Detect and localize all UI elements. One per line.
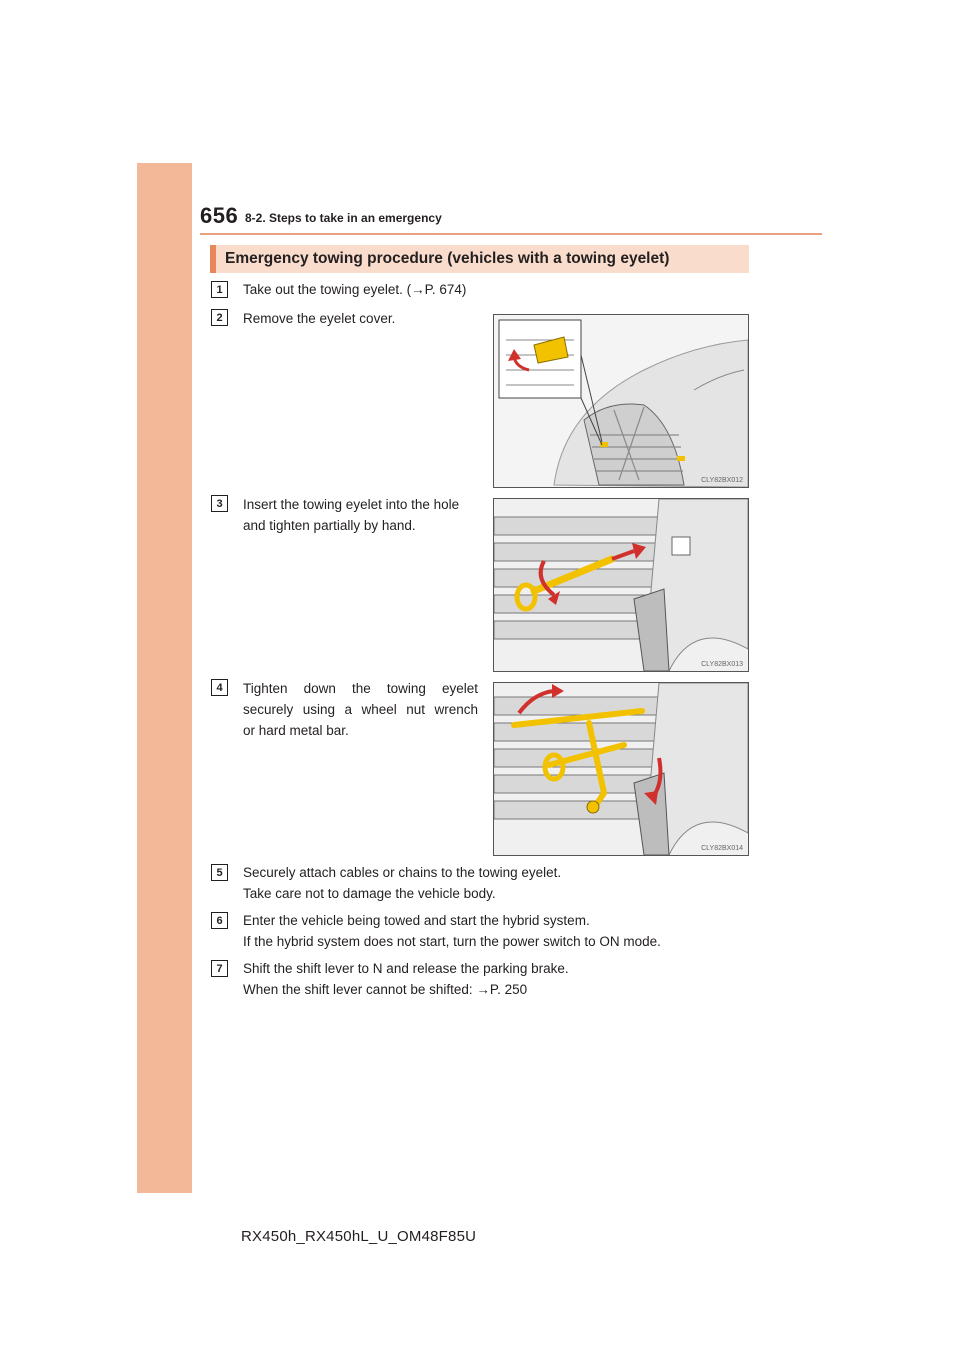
procedure-heading: Emergency towing procedure (vehicles with a towing eyelet): [210, 245, 749, 273]
step-3-text: [243, 494, 459, 536]
step-7-line-2: When the shift lever cannot be shifted: →P. 250: [243, 982, 528, 997]
figure-insert-towing-eyelet: [493, 498, 749, 672]
step-number-6: 6: [211, 912, 228, 929]
step-1-text: [243, 279, 466, 300]
step-4-line-3: or hard metal bar.: [243, 723, 349, 738]
step-7-text: [243, 958, 569, 1000]
figure-remove-eyelet-cover: [493, 314, 749, 488]
insert-eyelet-illustration: [494, 499, 748, 671]
step-4-line-1: Tighten down the towing eyelet: [243, 681, 478, 696]
step-5-line-2: Take care not to damage the vehicle body.: [243, 886, 496, 901]
step-4-line-2: securely using a wheel nut wrench: [243, 702, 478, 717]
step-3-line-2: and tighten partially by hand.: [243, 518, 416, 533]
figure-code: CLY82BX014: [701, 845, 743, 852]
tighten-eyelet-illustration: [494, 683, 748, 855]
step-3-line-1: Insert the towing eyelet into the hole: [243, 497, 460, 512]
section-title: 8-2. Steps to take in an emergency: [245, 211, 442, 225]
footer-model-code: RX450h_RX450hL_U_OM48F85U: [241, 1228, 477, 1245]
step-6-line-2: If the hybrid system does not start, turn the power switch to ON mode.: [243, 934, 661, 949]
step-2-text: [243, 308, 395, 329]
step-5-text: [243, 862, 561, 904]
step-7-line-1: Shift the shift lever to N and release the parking brake.: [243, 961, 569, 976]
step-2-line-1: Remove the eyelet cover.: [243, 311, 396, 326]
page-number: 656: [200, 203, 239, 228]
step-number-3: 3: [211, 495, 228, 512]
step-1-line-1: Take out the towing eyelet. (→P. 674): [243, 282, 467, 297]
chapter-side-band: [137, 163, 192, 1193]
step-4-text: [243, 678, 478, 741]
figure-tighten-towing-eyelet: [493, 682, 749, 856]
figure-code: CLY82BX013: [701, 661, 743, 668]
step-5-line-1: Securely attach cables or chains to the towing eyelet.: [243, 865, 562, 880]
step-number-2: 2: [211, 309, 228, 326]
figure-code: CLY82BX012: [701, 477, 743, 484]
step-6-line-1: Enter the vehicle being towed and start the hybrid system.: [243, 913, 590, 928]
step-number-4: 4: [211, 679, 228, 696]
step-number-1: 1: [211, 281, 228, 298]
bumper-cover-illustration: [494, 315, 748, 487]
step-number-7: 7: [211, 960, 228, 977]
header-rule: [200, 233, 822, 235]
step-6-text: [243, 910, 661, 952]
step-number-5: 5: [211, 864, 228, 881]
